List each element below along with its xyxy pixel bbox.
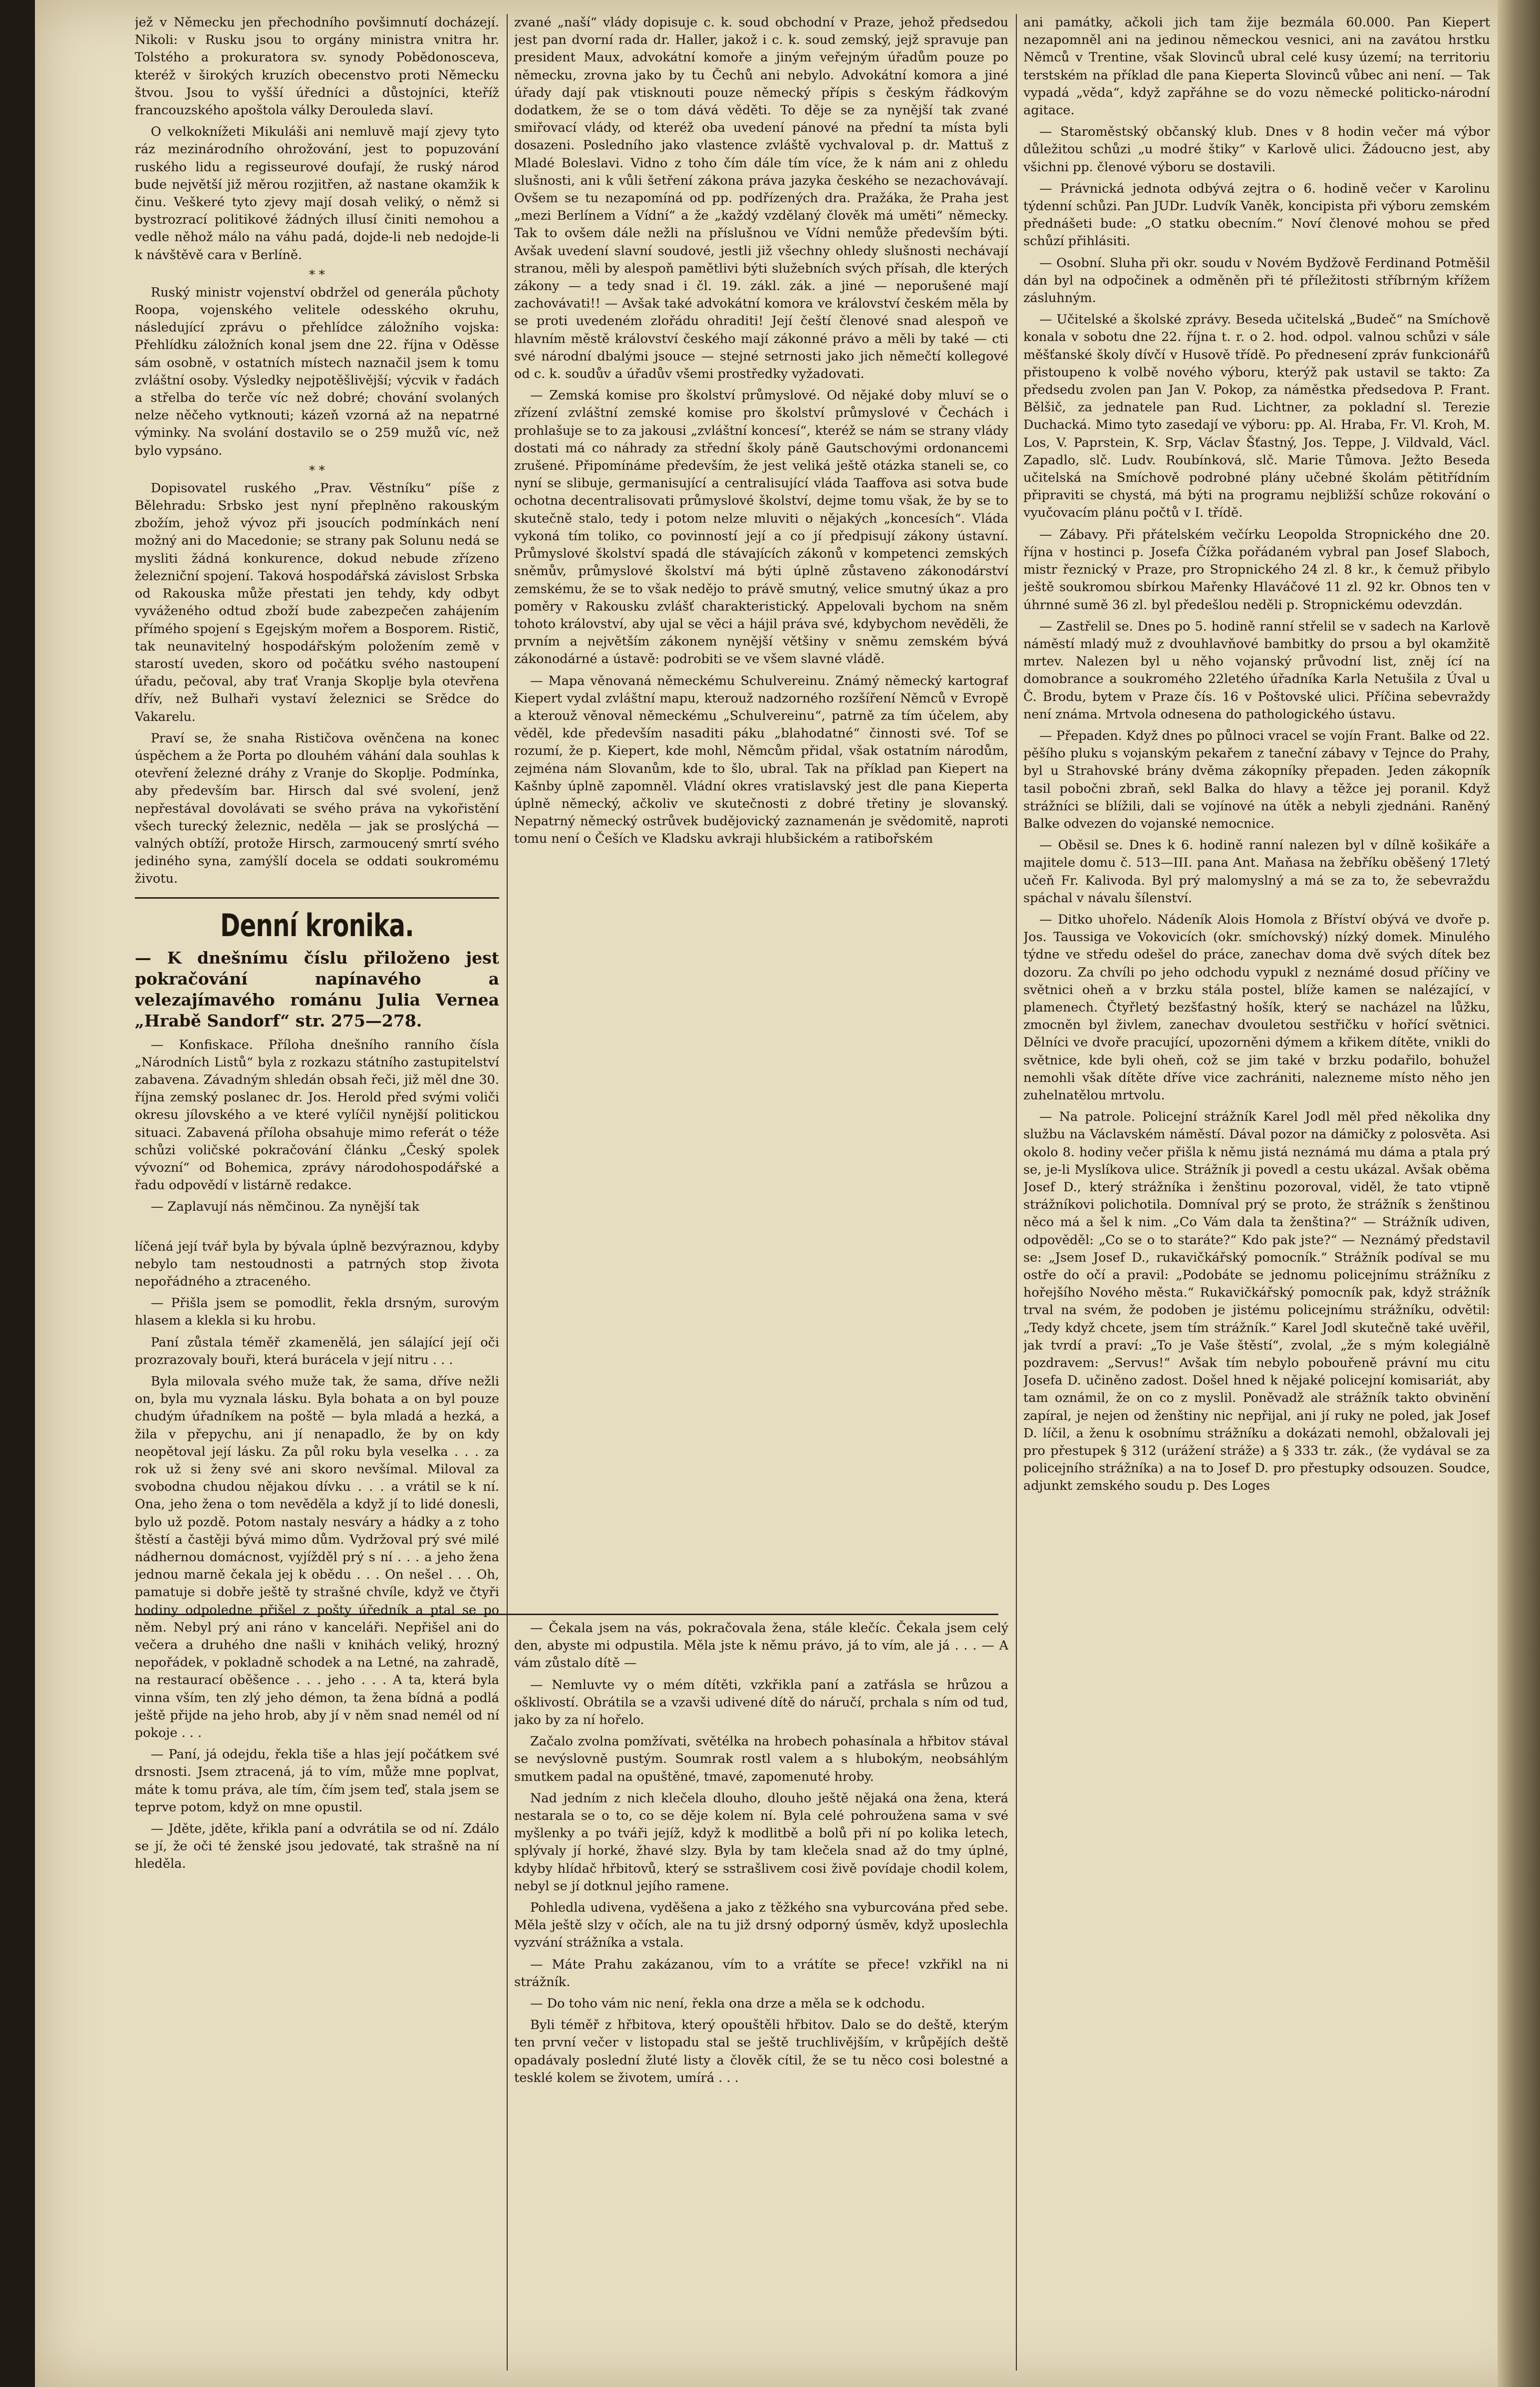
- news-item: — Konfiskace. Příloha dnešního ranního čísla „Národních Listů“ byla z rozkazu státního zastupitelství zabavena. Závadným shledán obsah řeči, již měl dne 30. října zemský poslanec dr. Jos. Herold před svými voliči okresu jílovského a ve které vylíčil nynější politickou situaci. Zabavená příloha obsahuje mimo referát o téže schůzi voličské pokračování článku „Český spolek vývozní“ od Bohemica, zprávy národohospodářské a řadu odpovědí v listárně redakce.: [135, 1037, 499, 1193]
- section-separator: * *: [309, 267, 325, 282]
- feuilleton-paragraph: Byla milovala svého muže tak, že sama, dříve nežli on, byla mu vyznala lásku. Byla bohata a on byl pouze chudým úřadníkem na poště — byla mladá a hezká, a žila v přepychu, ani jí nenapadlo, že by on kdy neopětoval její lásku. Za půl roku byla veselka . . . za rok už si ženy své ani skoro nevšímal. Miloval za svobodna chudou nějakou dívku . . . a vrátil se k ní. Ona, jeho žena o tom nevěděla a když jí to lidé donesli, bylo už pozdě. Potom nastaly nesváry a hádky a z toho štěstí a častěji bývá mimo dům. Vydržoval prý své milé nádhernou domácnost, vyjížděl prý s ní . . . a jeho žena jednou marně čekala jej k obědu . . . On nešel . . . Oh, pamatuje si dobře ještě ty strašné chvíle, když ve čtyři hodiny odpoledne přišel z pošty úředník a ptal se po něm. Nebyl prý ani ráno v kanceláři. Nepřišel ani do večera a druhého dne našli v knihách veliký, hrozný nepořádek, v pokladně schodek a na Letné, na zahradě, na restaurací oběšence . . . jeho . . . A ta, která byla vinna vším, ten zlý jeho démon, ta žena bídná a podlá ještě přijde na jeho hrob, aby jí v něm snad nemél od ní pokoje . . .: [135, 1374, 499, 1741]
- column-divider: [507, 14, 508, 2371]
- column-divider: [1016, 14, 1017, 2371]
- news-item: — Zaplavují nás němčinou. Za nynější tak: [151, 1199, 420, 1215]
- article-paragraph: Dopisovatel ruského „Prav. Věstníku“ píše z Bělehradu: Srbsko jest nyní přeplněno rakouským zbožím, jehož vývoz při jsoucích podmínkách není možný ani do Macedonie; se strany pak Solunu nedá se mysliti žádná konkurence, dokud nebude zřízeno železniční spojení. Taková hospodářská závislost Srbska od Rakouska může přestati jen tehdy, kdy odbyt vyváženého odtud zboží bude zabezpečen zahájením přímého spojení s Egejským mořem a Bosporem. Ristič, tak neunavitelný hospodářským položením země v starostí uveden, skoro od počátku svého nastoupení úřadu, pečoval, aby trať Vranja Skoplje byla otevřena dřív, než Bulhaři vystaví železnici se Srědce do Vakarelu.: [135, 480, 499, 724]
- article-paragraph: ani památky, ačkoli jich tam žije bezmála 60.000. Pan Kiepert nezapomněl ani na jedinou německou vesnici, ani na zavátou hrstku Němců v Trentine, však Slovinců ubral celé kusy území; na territoriu terstském na příklad dle pana Kieperta Slovinců vůbec ani není. — Tak vypadá „věda“, když zapřáhne se do vozu německé politicko-národní agitace.: [1023, 15, 1490, 118]
- section-heading: Denní kronika.: [220, 907, 414, 944]
- feuilleton-paragraph: — Do toho vám nic není, řekla ona drze a měla se k odchodu.: [530, 1996, 925, 2012]
- article-paragraph: jež v Německu jen přechodního povšimnutí docházejí. Nikoli: v Rusku jsou to orgány ministra vnitra hr. Tolstého a prokuratora sv. synody Pobědonosceva, kteréž v širokých kruzích obecenstvo proti Německu štvou. Jsou to vyšší úředníci a důstojníci, kteříž francouzského apoštola války Derouleda slaví.: [135, 15, 499, 118]
- column-2: [514, 14, 1008, 2361]
- news-item: — Ditko uhořelo. Nádeník Alois Homola z Bříství obývá ve dvoře p. Jos. Taussiga ve Vokovicích (okr. smíchovský) nízký domek. Minulého týdne ve středu odešel do práce, zanechav doma dvě svých dítek bez dozoru. Za chvíli po jeho odchodu vypukl z neznámé dosud příčiny ve světnici oheň a v brzku stála postel, blíže kamen se nalézající, v plamenech. Čtyřletý bezšťastný hošík, který se nacházel na lůžku, zmocněn byl živlem, zanechav dvouletou sestřičku v hořící světnici. Dělníci ve dvoře pracující, upozorněni dýmem a křikem dítěte, vnikli do světnice, kde byli oheň, což se jim také v brzku podařilo, bohužel nemohli však dítěte dříve vice zachrániti, nalezneme místo něho jen zuhelnatělou mrtvolu.: [1023, 912, 1490, 1103]
- news-item: — Učitelské a školské zprávy. Beseda učitelská „Budeč“ na Smíchově konala v sobotu dne 22. října t. r. o 2. hod. odpol. valnou schůzi v sále měšťanské školy dívčí v Husově třídě. Po přednesení zpráv funkcionářů přistoupeno k volbě nového výboru, kterýž pak ustavil se takto: Za předsedu zvolen pan Jan V. Pokop, za náměstka předsedova P. Frant. Bělšič, za jednatele pan Rud. Lichtner, za pokladní sl. Terezie Duchacká. Mimo tyto zasedají ve výboru: pp. Al. Hraba, Fr. Vl. Kroh, M. Los, V. Paprstein, K. Srp, Václav Šťastný, Jos. Teppe, J. Vildvald, Václ. Zapadlo, slč. Ludv. Roubínková, slč. Marie Tůmova. Ježto Beseda učitelská na Smíchově podrobné plány učebné školám pětitřídním připraviti se chystá, má býti na programu nejbližší schůze rokování o vyučovacím plánu počtů v I. třídě.: [1023, 312, 1490, 521]
- article-paragraph: Praví se, že snaha Rističova ověnčena na konec úspěchem a že Porta po dlouhém váhání dala souhlas k otevření železné dráhy z Vranje do Skoplje. Podmínka, aby především bar. Hirsch dal své svolení, jenž nepřestával dovolávati se svého práva na vykořistění všech turecký železnic, neděla — jak se proslýchá — valných obtíží, protože Hirsch, zarmoucený smrtí svého jediného syna, zamýšlí docela se oddati soukromému životu.: [135, 730, 499, 887]
- feuilleton-paragraph: — Přišla jsem se pomodlit, řekla drsným, surovým hlasem a klekla si ku hrobu.: [135, 1296, 499, 1329]
- news-item: — Oběsil se. Dnes k 6. hodině ranní nalezen byl v dílně košikáře a majitele domu č. 513—III. pana Ant. Maňasa na žebříku oběšený 17letý učeň Fr. Kalivoda. Byl prý malomyslný a má se za to, že sebevraždu spáchal v návalu šílenství.: [1023, 838, 1490, 906]
- feuilleton-paragraph: — Máte Prahu zakázanou, vím to a vrátíte se přece! vzkřikl na ni strážník.: [514, 1957, 1008, 1990]
- feuilleton-paragraph: Začalo zvolna pomžívati, světélka na hrobech pohasínala a hřbitov stával se nevýslovně pustým. Soumrak rostl valem a s hlubokým, neobsáhlým smutkem padal na opuštěné, tmavé, zapomenuté hroby.: [514, 1734, 1008, 1784]
- feuilleton-paragraph: — Paní, já odejdu, řekla tiše a hlas její počátkem své drsnosti. Jsem ztracená, já to vím, může mne poplvat, máte k tomu práva, ale tím, čím jsem teď, stala jsem se teprve potom, když on mne opustil.: [135, 1747, 499, 1815]
- news-item: — Zemská komise pro školství průmyslové. Od nějaké doby mluví se o zřízení zvláštní zemské komise pro školství průmyslové v Čechách i prohlašuje se to za jakousi „zvláštní koncesí“, kteréž se nám se strany vlády dostati má co náhrady za střední školy páně Gautschovými ordonancemi zrušené. Připomínáme především, že jest veliká ještě otázka staneli se, co nyní se slibuje, germanisující a centralisující vláda Taaffova asi sotva bude ochotna decentralisovati průmyslové školství, dejme tomu však, že by se to skutečně stalo, tedy i potom nelze mluviti o nějakých „koncesích“. Vláda vykoná tím toliko, co povinností její a co jí předpisují zákony ústavní. Průmyslové školství spadá dle stávajících zákonů v kompetenci zemských sněmův, průmyslové školství má býti úplně zůstaveno zákonodárství zemskému, že se to však nedějo to právě smutný, velice smutný úkaz a pro poměry v Rakousku zvlášť charakteristický. Appelovali bychom na sněm tohoto království, aby ujal se věci a hájil práva své, kdybychom nevěděli, že prvním a největším zákonem nynější většiny v sněmu zemském bývá zákonodárné a ústavě: podrobiti se ve všem slavné vládě.: [514, 388, 1008, 667]
- news-item: — Právnická jednota odbývá zejtra o 6. hodině večer v Karolinu týdenní schůzi. Pan JUDr. Ludvík Vaněk, koncipista při výboru zemském přednášeti bude: „O statku obecním.“ Noví členové mohou se před schůzí přihlásiti.: [1023, 181, 1490, 249]
- news-item: — Přepaden. Když dnes po půlnoci vracel se vojín Frant. Balke od 22. pěšího pluku s vojanským pekařem z taneční zábavy v Tejnce do Prahy, byl u Strahovské brány dvěma zákopníky přepaden. Jeden zákopník tasil pobočni zbraň, sekl Balka do hlavy a těžce jej poranil. Když strážníci se blížili, dali se vojínové na útěk a nebyli zjednáni. Raněný Balke odvezen do vojanské nemocnice.: [1023, 728, 1490, 831]
- section-separator: * *: [309, 463, 325, 477]
- column-1-bottom: [135, 1238, 499, 1873]
- article-paragraph: O velkoknížeti Mikuláši ani nemluvě mají zjevy tyto ráz mezinárodního ohrožování, jest to popuzování ruského lidu a regisseurové doufají, že ruský národ bude největší již měrou rozjitřen, až nastane okamžik k činu. Veškeré tyto zjevy mají dosah veliký, o němž si bystrozrací politikové žádných illusí činiti nemohou a vedle něhož málo na váhu padá, dojde-li neb nedojde-li k návštěvě cara v Berlíně.: [135, 124, 499, 263]
- feuilleton-paragraph: Paní zůstala téměř zkamenělá, jen sálající její oči prozrazovaly bouři, která burácela v její nitru . . .: [135, 1335, 499, 1367]
- article-paragraph: zvané „naší“ vlády dopisuje c. k. soud obchodní v Praze, jehož předsedou jest pan dvorní rada dr. Haller, jakož i c. k. soud zemský, jejž spravuje pan president Maux, advokátní komoře a jiným veřejným úřadům pouze po německu, zrovna jako by tu Čechů ani nebylo. Advokátní komora a jiné úřady dají pak vtisknouti pouze německý přípis s českým řádkovým dodatkem, že se o tom dává věděti. To děje se za nynější tak zvané smiřovací vlády, od kteréž oba uvedení pánové na přední ta místa byli dosazeni. Posledního jako vlastence zvláště vychvaloval p. dr. Mattuš z Mladé Boleslavi. Vidno z toho čím dále tím více, že k nám ani z ohledu slušnosti, ani k vůli šetření zákona práva jazyka českého se nezachovávají. Ovšem se tu nezapomíná od pp. podřízených dra. Pražáka, že Praha jest „mezi Berlínem a Vídní“ a že „každý vzdělaný člověk má uměti“ německy. Tak to ovšem dále nežli na příslušnou ve Vídni nemůže především býti. Avšak uvedení slavní soudové, jestli již všechny ohledy slušnosti nechávají stranou, měli by alespoň pamětlivi býti služebních svých přísah, dle kterých zákony — a tedy snad i čl. 19. zákl. zák. a jiné — neporušené mají zachovávati!! — Avšak také advokátní komora ve království českém měla by se proti uvedeném zlořádu ohraditi! Její čeští členové snad alespoň ve hlavním městě království českého mají zákonné právo a měli by také — cti své národní dbalými jsouce — stejné setrnosti jako jich němečtí kollegové od c. k. soudův a úřadův všemi prostředky vyžadovati.: [514, 15, 1008, 382]
- page-fold-shadow: [1498, 0, 1540, 2387]
- column-2-bottom: [514, 1620, 1008, 2087]
- article-paragraph: Ruský ministr vojenství obdržel od generála půchoty Roopa, vojenského velitele odesského okruhu, následující zprávu o přehlídce záložního vojska: Přehlídku záložních konal jsem dne 22. října v Oděsse sám osobně, v ostatních místech naznačil jsem k tomu zvláštní osoby. Výsledky nejpotěšlivější; výcvik v řadách a střelba do terče víc než dobré; chování svolaných nelze něčeho vytknouti; kázeň vzorná až na nepatrné výminky. Na svolání dostavilo se o 259 mužů víc, než bylo vypsáno.: [135, 285, 499, 458]
- feuilleton-paragraph: — Jděte, jděte, křikla paní a odvrátila se od ní. Zdálo se jí, že oči té ženské jsou jedovaté, tak strašně na ní hleděla.: [135, 1821, 499, 1872]
- column-1: [135, 14, 499, 2361]
- column-1-top: [135, 14, 499, 888]
- news-item: — Zastřelil se. Dnes po 5. hodině ranní střelil se v sadech na Karlově náměstí mladý muž z dvouhlavňové bambitky do prsou a byl okamžitě mrtev. Nalezen byl u něho vojanský průvodní list, zněj ící na domobrance a soukromého 22letého úřadníka Karla Netušila z Úval u Č. Brodu, bytem v Praze čís. 16 v Poštovské ulici. Příčina sebevraždy není známa. Mrtvola odnesena do pathologického ústavu.: [1023, 619, 1490, 722]
- column-2-top: [514, 14, 1008, 1602]
- section-rule: [135, 897, 499, 899]
- feuilleton-paragraph: líčená její tvář byla by bývala úplně bezvýraznou, kdyby nebylo tam nestoudnosti a patrných stop života nepořádného a ztraceného.: [135, 1239, 499, 1289]
- news-item: — Na patrole. Policejní strážník Karel Jodl měl před několika dny službu na Václavském náměstí. Dával pozor na dámičky z polosvěta. Asi okolo 8. hodiny večer přišla k němu jistá neznámá mu dáma a ptala prý se, je-li Myslíkova ulice. Strážník ji povedl a cestu ukázal. Avšak oběma Josef D., který strážníka i ženštinu pozoroval, viděl, že tato vtipně strážníkovi polichotila. Domníval prý se proto, že strážník s ženštinou něco má a šel k nim. „Co Vám dala ta ženština?“ — Strážník udiven, odpověděl: „Co se o to staráte?“ Kdo pak jste?“ — Neznámý představil se: „Jsem Josef D., rukavičkářský pomocník.“ Strážník podíval se mu ostře do očí a pravil: „Podobáte se jednomu policejnímu strážníku z hořejšího Nového města.“ Rukavičkářský pomocník pak, když strážník trval na svém, že podoben je jistému policejnímu strážníku, odvětil: „Tedy když chcete, jsem tím strážník.“ Karel Jodl skutečně také uvěřil, jak tvrdí a praví: „To je Vaše štěstí“, zvolal, „že s mým kolegiálně pozdravem: „Servus!“ Avšak tím nebylo pobouřeně právní mu citu Josefa D. učiněno zadost. Došel hned k nějaké policejní komisariát, aby tam oznámil, že on co z myslil. Poněvadž ale strážník takto obvinění zapíral, je nejen od ženštiny nic nepřijal, ani jí ruky ne poled, jak Josef D. líčil, a ženu k osobnímu strážníku a dokázati nemohl, obžalovali jej pro přestupek § 312 (urážení stráže) a § 333 tr. zák., (že vydával se za policejního strážníka) a na to Josef D. pro přestupky odsouzen. Soudce, adjunkt zemského soudu p. Des Loges: [1023, 1109, 1490, 1494]
- column-3: [1023, 14, 1490, 2361]
- feuilleton-paragraph: Byli téměř z hřbitova, který opouštěli hřbitov. Dalo se do deště, kterým ten první večer v listopadu stal se ještě truchlivějším, v krůpějích deště opadávaly poslední žluté listy a člověk cítil, že se tu něco cosi bolestné a tesklé kolem se životem, umírá . . .: [514, 2018, 1008, 2085]
- news-item: — Zábavy. Při přátelském večírku Leopolda Stropnického dne 20. října v hostinci p. Josefa Čížka pořádaném vybral pan Josef Slaboch, mistr řeznický v Praze, pro Stropnického 24 zl. 8 kr., k čemuž přibylo ještě soukromou sbírkou Mařenky Hlaváčové 11 zl. 92 kr. Obnos ten v úhrnné sumě 36 zl. byl předešlou neděli p. Stropnickému odevzdán.: [1023, 527, 1490, 613]
- feuilleton-paragraph: — Nemluvte vy o mém dítěti, vzkřikla paní a zatřásla se hrůzou a ošklivostí. Obrátila se a vzavši udivené dítě do náručí, prchala s ním od tud, jako by za ní hořelo.: [514, 1677, 1008, 1728]
- feuilleton-paragraph: Nad jedním z nich klečela dlouho, dlouho ještě nějaká ona žena, která nestarala se o to, co se děje kolem ní. Byla celé pohroužena sama v své myšlenky a po tváři jejíž, když k modlitbě a bolů při ní po kolika letech, splývaly jí horké, žhavé slzy. Byla by tam klečela snad až do tmy úplné, kdyby hlídač hřbitovů, který se sstrašlivem cosi živě povídaje chodil kolem, nebyl se jí dotknul jejího ramene.: [514, 1790, 1008, 1894]
- supplement-notice: — K dnešnímu číslu přiloženo jest pokračování napínavého a velezajímavého románu Julia Vernea „Hrabě Sandorf“ str. 275—278.: [135, 948, 499, 1030]
- news-item: — Staroměstský občanský klub. Dnes v 8 hodin večer má výbor důležitou schůzi „u modré štiky“ v Karlově ulici. Žádoucno jest, aby všichni pp. členové výboru se dostavili.: [1023, 124, 1490, 175]
- feuilleton-paragraph: — Čekala jsem na vás, pokračovala žena, stále klečíc. Čekala jsem celý den, abyste mi odpustila. Měla jste k němu právo, já to vím, ale já . . . — A vám zůstalo dítě —: [514, 1621, 1008, 1671]
- news-item: — Mapa věnovaná německému Schulvereinu. Známý německý kartograf Kiepert vydal zvláštní mapu, kterouž nadzorného rozšíření Němců v Evropě a kterouž věnoval německému „Schulvereinu“, patrně za tím účelem, aby věděl, kde především nasaditi páku „blahodatné“ činnosti své. Tof se rozumí, že p. Kiepert, kde mohl, Němcům přidal, však ostatním národům, zejména nám Slovanům, kde to šlo, ubral. Tak na příklad pan Kiepert na Kašnby úplně zapomněl. Vládní okres vratislavský jest dle pana Kieperta úplně německý, ačkoliv ve skutečnosti z dobré třetiny je slovanský. Nepatrný německý ostrůvek budějovický zaznamenán je svědomitě, naproti tomu není o Češích ve Kladsku avkraji hlubšickém a ratibořském: [514, 673, 1008, 847]
- news-item: — Osobní. Sluha při okr. soudu v Novém Bydžově Ferdinand Potměšil dán byl na odpočinek a odměněn při té příležitosti stříbrným křížem zásluhným.: [1023, 255, 1490, 306]
- feuilleton-paragraph: Pohledla udivena, vyděšena a jako z těžkého sna vyburcována před sebe. Měla ještě slzy v očích, ale na tu již drsný odporný úsměv, když uposlechla vyzvání strážníka a vstala.: [514, 1900, 1008, 1951]
